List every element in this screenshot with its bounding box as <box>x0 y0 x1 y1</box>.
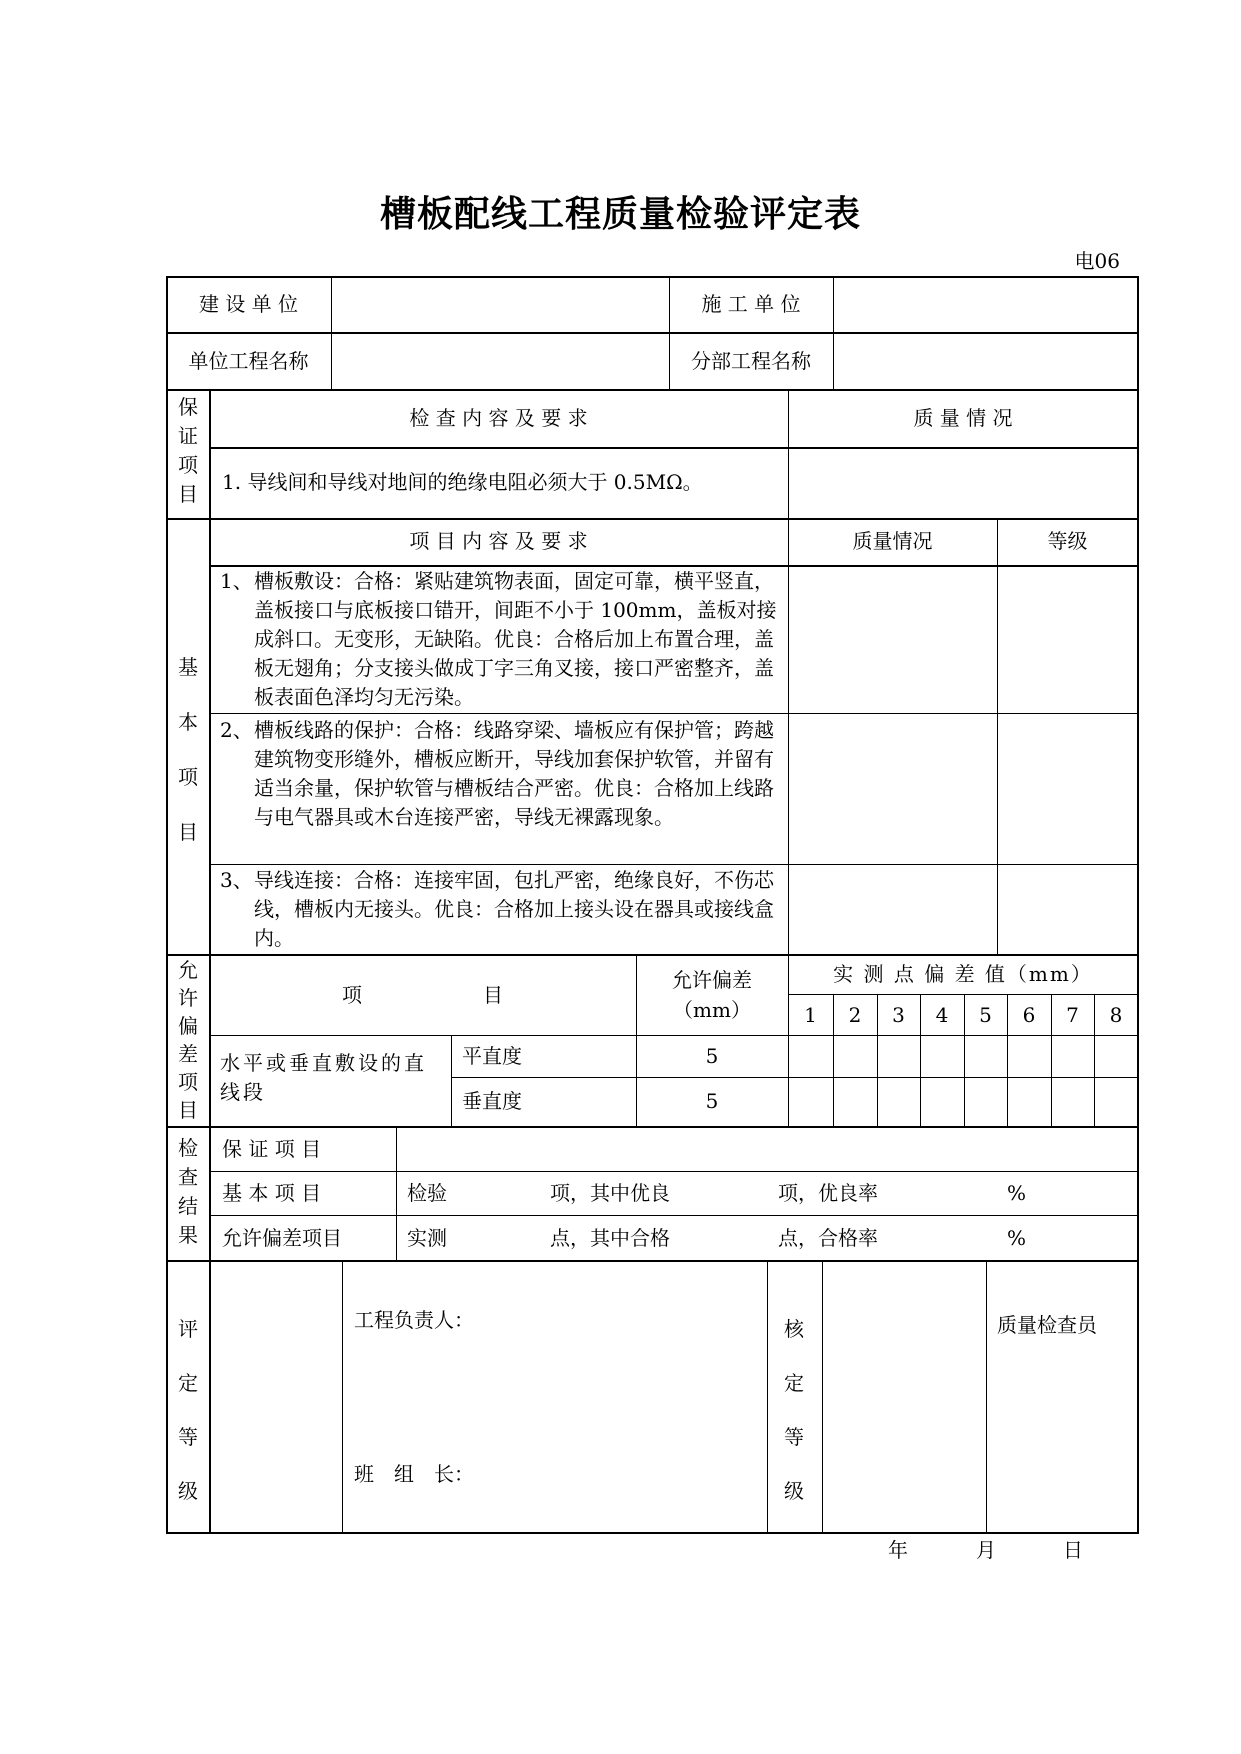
results-guarantee-label: 保 证 项 目 <box>222 1137 322 1161</box>
side-char: 检 <box>178 1136 198 1160</box>
side-char: 证 <box>178 424 198 448</box>
basic-item-text: 槽板线路的保护：合格：线路穿梁、墙板应有保护管；跨越建筑物变形缝外，槽板应断开，导线加套保护软管，并留有适当余量，保护软管与槽板结合严密。优良：合格加上线路与电气器具或木台连接严密，导线无裸露现象。 <box>254 718 774 829</box>
results-tolerance-percent: % <box>1007 1226 1027 1250</box>
divider <box>166 1126 1139 1128</box>
side-char: 结 <box>178 1194 198 1218</box>
point-number: 5 <box>979 1003 992 1027</box>
side-char: 查 <box>178 1165 198 1189</box>
date-month: 月 <box>976 1538 996 1562</box>
side-char: 项 <box>178 1070 198 1094</box>
divider <box>331 276 332 389</box>
side-char: 保 <box>178 395 198 419</box>
side-char: 果 <box>178 1223 198 1247</box>
tolerance-row-allow: 5 <box>705 1044 719 1068</box>
divider <box>166 1260 1139 1262</box>
results-basic-label: 基 本 项 目 <box>222 1181 322 1205</box>
side-char: 核 <box>784 1317 804 1341</box>
divider <box>209 864 1139 865</box>
side-char: 允 <box>178 958 198 982</box>
divider <box>166 389 1139 391</box>
tolerance-row-name: 垂直度 <box>462 1089 522 1113</box>
divider <box>209 1126 211 1532</box>
results-basic-excellent: 项，其中优良 <box>550 1181 670 1205</box>
tolerance-row-name: 平直度 <box>462 1044 522 1068</box>
basic-content-header: 项 目 内 容 及 要 求 <box>409 529 588 553</box>
document-title: 槽板配线工程质量检验评定表 <box>379 194 861 235</box>
side-char: 目 <box>178 482 198 506</box>
basic-quality-header: 质量情况 <box>852 529 933 553</box>
side-char: 等 <box>784 1425 804 1449</box>
results-tolerance-measured: 实测 <box>407 1226 447 1250</box>
tolerance-group-label: 水平或垂直敷设的直线段 <box>220 1051 427 1104</box>
divider <box>342 1260 343 1532</box>
divider <box>788 389 789 954</box>
side-char: 定 <box>178 1371 198 1395</box>
basic-item-number: 3、 <box>220 868 253 892</box>
divider <box>166 518 1139 520</box>
table-border-left <box>166 276 168 1533</box>
tolerance-allow-header: 允许偏差 <box>672 968 752 992</box>
basic-item-text: 槽板敷设：合格：紧贴建筑物表面，固定可靠，横平竖直，盖板接口与底板接口错开，间距不小于 100mm，盖板对接成斜口。无变形，无缺陷。优良：合格后加上布置合理，盖板无翅角；分支接头做成丁字三角叉接，接口严密整齐，盖板表面色泽均匀无污染。 <box>254 569 777 709</box>
basic-item-text: 导线连接：合格：连接牢固，包扎严密，绝缘良好，不伤芯线，槽板内无接头。优良：合格加上接头设在器具或接线盒内。 <box>254 868 774 950</box>
point-number: 8 <box>1109 1003 1123 1027</box>
divider <box>451 1035 452 1126</box>
point-number: 4 <box>935 1003 949 1027</box>
side-char: 评 <box>178 1317 198 1341</box>
results-tolerance-passed: 点，其中合格 <box>550 1226 670 1250</box>
side-char: 偏 <box>178 1014 198 1038</box>
point-number: 6 <box>1022 1003 1036 1027</box>
side-char: 目 <box>178 820 198 844</box>
divider <box>767 1260 768 1532</box>
side-char: 项 <box>178 765 198 789</box>
divider <box>209 1171 1139 1172</box>
results-side-label <box>175 1134 201 1250</box>
basic-item-number: 2、 <box>220 718 253 742</box>
contractor-label: 施 工 单 位 <box>701 292 801 316</box>
quality-inspector-label: 质量检查员 <box>997 1313 1097 1337</box>
point-number: 1 <box>804 1003 817 1027</box>
form-code: 电06 <box>1074 249 1120 273</box>
results-basic-rate: 项，优良率 <box>778 1181 878 1205</box>
point-number: 7 <box>1066 1003 1079 1027</box>
basic-grade-header: 等级 <box>1047 529 1088 553</box>
divider <box>833 276 834 389</box>
sub-project-label: 分部工程名称 <box>691 349 811 373</box>
side-char: 基 <box>178 655 198 679</box>
point-number: 2 <box>848 1003 862 1027</box>
side-char: 等 <box>178 1425 198 1449</box>
tolerance-measured-header: 实 测 点 偏 差 值（mm） <box>833 962 1093 986</box>
basic-item-number: 1、 <box>220 569 253 593</box>
results-tolerance-rate: 点，合格率 <box>778 1226 878 1250</box>
divider <box>209 447 1139 449</box>
tolerance-allow-unit: （mm） <box>673 998 751 1022</box>
tolerance-row-allow: 5 <box>705 1089 719 1113</box>
verify-grade-label <box>781 1302 807 1518</box>
table-border-bottom <box>166 1532 1139 1534</box>
divider <box>209 1035 1139 1036</box>
guarantee-quality-header: 质 量 情 况 <box>913 406 1013 430</box>
unit-project-label: 单位工程名称 <box>188 349 309 373</box>
divider <box>451 1077 1139 1078</box>
side-char: 本 <box>178 710 198 734</box>
divider <box>822 1260 823 1532</box>
tolerance-item-header-2: 目 <box>483 983 503 1007</box>
divider <box>986 1260 987 1532</box>
tolerance-side-label <box>175 956 201 1124</box>
guarantee-content-header: 检 查 内 容 及 要 求 <box>409 406 588 430</box>
divider <box>997 518 998 954</box>
divider <box>396 1126 397 1260</box>
divider <box>166 332 1139 334</box>
point-number: 3 <box>892 1003 905 1027</box>
date-year: 年 <box>888 1538 908 1562</box>
divider <box>209 389 211 1126</box>
divider <box>166 954 1139 956</box>
side-char: 差 <box>178 1042 198 1066</box>
evaluation-side-label <box>175 1302 201 1518</box>
project-leader-label: 工程负责人： <box>354 1308 474 1332</box>
side-char: 定 <box>784 1371 804 1395</box>
side-char: 许 <box>178 986 198 1010</box>
results-basic-percent: % <box>1007 1181 1027 1205</box>
date-day: 日 <box>1063 1538 1083 1562</box>
table-border-right <box>1137 276 1139 1533</box>
basic-side-label <box>175 640 201 860</box>
side-char: 项 <box>178 453 198 477</box>
side-char: 级 <box>178 1479 198 1503</box>
divider <box>209 1215 1139 1216</box>
results-tolerance-label: 允许偏差项目 <box>222 1226 342 1250</box>
divider <box>209 713 1139 714</box>
tolerance-item-header-1: 项 <box>342 983 362 1007</box>
side-char: 目 <box>178 1098 198 1122</box>
team-leader-label: 班 组 长： <box>354 1462 474 1486</box>
guarantee-side-label <box>175 393 201 509</box>
guarantee-item-text: 1. 导线间和导线对地间的绝缘电阻必须大于 0.5MΩ。 <box>222 470 703 494</box>
side-char: 级 <box>784 1479 804 1503</box>
construction-unit-label: 建 设 单 位 <box>198 292 299 316</box>
table-border-top <box>166 276 1139 278</box>
results-basic-inspected: 检验 <box>407 1181 447 1205</box>
